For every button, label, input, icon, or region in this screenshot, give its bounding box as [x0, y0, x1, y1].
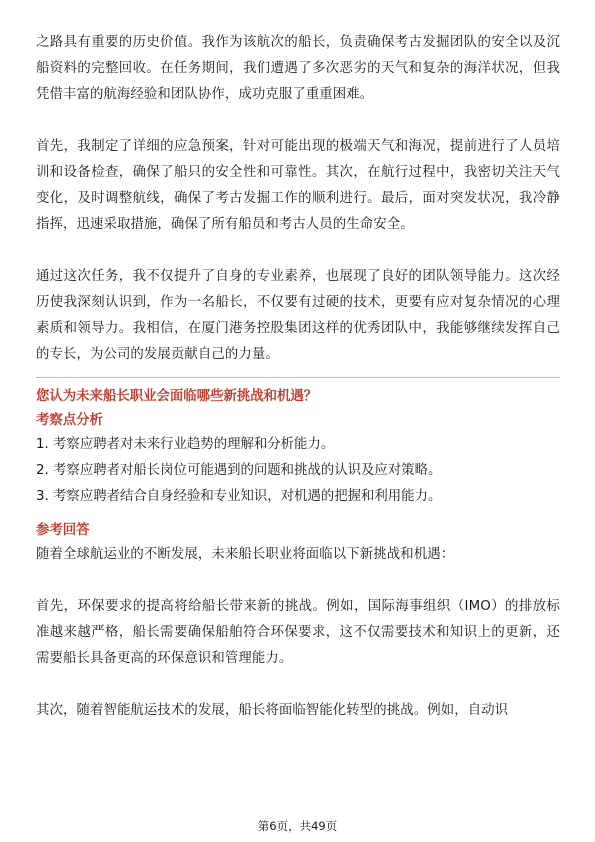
answer-paragraph: 其次，随着智能航运技术的发展，船长将面临智能化转型的挑战。例如，自动识 [36, 703, 509, 718]
answer-heading: 参考回答 [36, 523, 90, 538]
page-number: 第6页，共49页 [257, 819, 338, 833]
question-heading: 您认为未来船长职业会面临哪些新挑战和机遇？ [36, 389, 318, 404]
analysis-item: 2. 考察应聘者对船长岗位可能遇到的问题和挑战的认识及应对策略。 [36, 463, 442, 478]
answer-paragraph: 随着全球航运业的不断发展，未来船长职业将面临以下新挑战和机遇： [36, 547, 455, 562]
intro-paragraph: 首先，我制定了详细的应急预案，针对可能出现的极端天气和海况，提前进行了人员培训和设备检查，确保了船只的安全性和可靠性。其次，在航行过程中，我密切关注天气变化，及时调整航线，确保了考古发掘工作的顺利进行。最后，面对突发状况，我冷静指挥，迅速采取措施，确保了所有船员和考古人员的生命安全。 [36, 139, 560, 232]
section-divider [36, 377, 560, 378]
intro-paragraph: 之路具有重要的历史价值。我作为该航次的船长，负责确保考古发掘团队的安全以及沉船资料的完整回收。在任务期间，我们遭遇了多次恶劣的天气和复杂的海洋状况，但我凭借丰富的航海经验和团队协作，成功克服了重重困难。 [36, 35, 560, 102]
analysis-heading: 考察点分析 [36, 413, 103, 428]
answer-paragraph: 首先，环保要求的提高将给船长带来新的挑战。例如，国际海事组织（IMO）的排放标准越来越严格，船长需要确保船舶符合环保要求，这不仅需要技术和知识上的更新，还需要船长具备更高的环保意识和管理能力。 [36, 599, 560, 666]
intro-paragraph: 通过这次任务，我不仅提升了自身的专业素养，也展现了良好的团队领导能力。这次经历使我深刻认识到，作为一名船长，不仅要有过硬的技术，更要有应对复杂情况的心理素质和领导力。我相信，在厦门港务控股集团这样的优秀团队中，我能够继续发挥自己的专长，为公司的发展贡献自己的力量。 [36, 269, 560, 362]
analysis-list [36, 432, 560, 510]
analysis-item: 1. 考察应聘者对未来行业趋势的理解和分析能力。 [36, 437, 335, 452]
document-body [36, 30, 560, 724]
analysis-item: 3. 考察应聘者结合自身经验和专业知识，对机遇的把握和利用能力。 [36, 489, 442, 504]
